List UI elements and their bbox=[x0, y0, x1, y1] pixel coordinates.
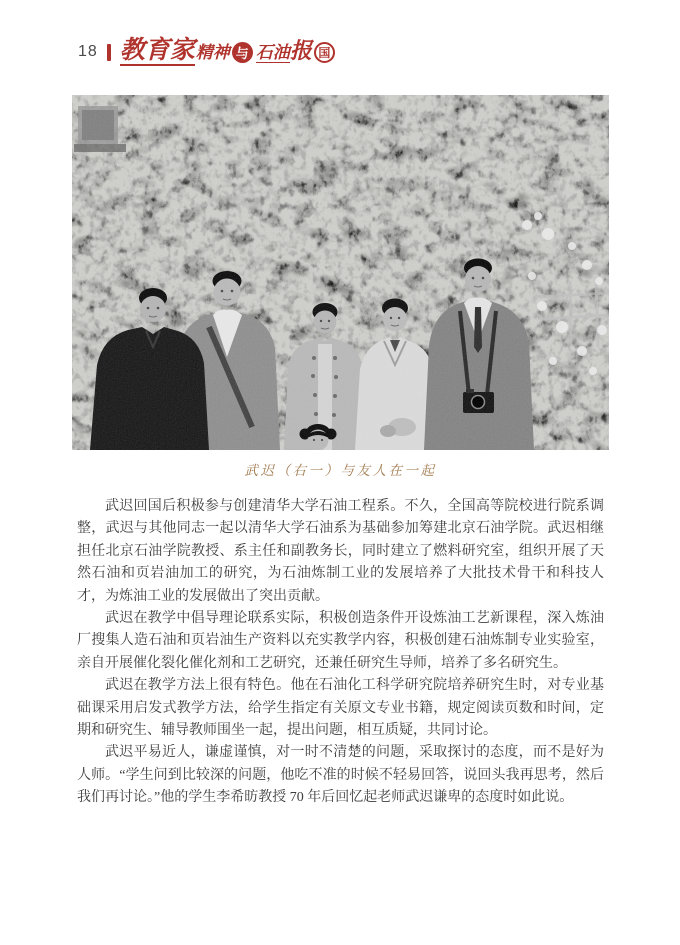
photo-caption: 武迟（右一）与友人在一起 bbox=[244, 463, 437, 478]
film-grain bbox=[72, 95, 609, 450]
title-part-bao: 报 bbox=[289, 38, 312, 63]
title-part-jingshen: 精神 bbox=[195, 43, 230, 62]
title-part-shiyou: 石油 bbox=[255, 43, 290, 62]
title-circle-guo: 国 bbox=[314, 42, 335, 63]
paragraph-1: 武迟回国后积极参与创建清华大学石油工程系。不久，全国高等院校进行院系调整，武迟与其他同志一起以清华大学石油系为基础参加筹建北京石油学院。武迟相继担任北京石油学院教授、系主任和副教务长，同时建立了燃料研究室，组织开展了天然石油和页岩油加工的研究，为石油炼制工业的发展培养了大批技术骨干和科技人才，为炼油工业的发展做出了突出贡献。 bbox=[77, 499, 604, 604]
paragraph-2: 武迟在教学中倡导理论联系实际，积极创造条件开设炼油工艺新课程，深入炼油厂搜集人造石油和页岩油生产资料以充实教学内容，积极创建石油炼制专业实验室，亲自开展催化裂化催化剂和工艺研究，还兼任研究生导师，培养了多名研究生。 bbox=[77, 611, 604, 671]
paragraph-4: 武迟平易近人，谦虚谨慎，对一时不清楚的问题，采取探讨的态度，而不是好为人师。“学生问到比较深的问题，他吃不准的时候不轻易回答，说回头我再思考，然后我们再讨论。”他的学生李希昉教授 70 年后回忆起老师武迟谦卑的态度时如此说。 bbox=[77, 745, 604, 806]
page-header bbox=[78, 38, 337, 66]
title-part-jiaoyujia: 教育家 bbox=[119, 37, 195, 64]
header-divider-bar bbox=[107, 44, 111, 61]
group-photo-illustration bbox=[72, 95, 609, 450]
article-body bbox=[77, 496, 604, 810]
book-title-calligraphy bbox=[120, 38, 337, 66]
title-circle-yu: 与 bbox=[232, 42, 253, 63]
page-number: 18 bbox=[78, 43, 98, 60]
paragraph-3: 武迟在教学方法上很有特色。他在石油化工科学研究院培养研究生时，对专业基础课采用启发式教学方法，给学生指定有关原文专业书籍，规定阅读页数和时间，定期和研究生、辅导教师围坐一起，提出问题，相互质疑，共同讨论。 bbox=[77, 678, 604, 739]
group-photo bbox=[72, 95, 609, 450]
